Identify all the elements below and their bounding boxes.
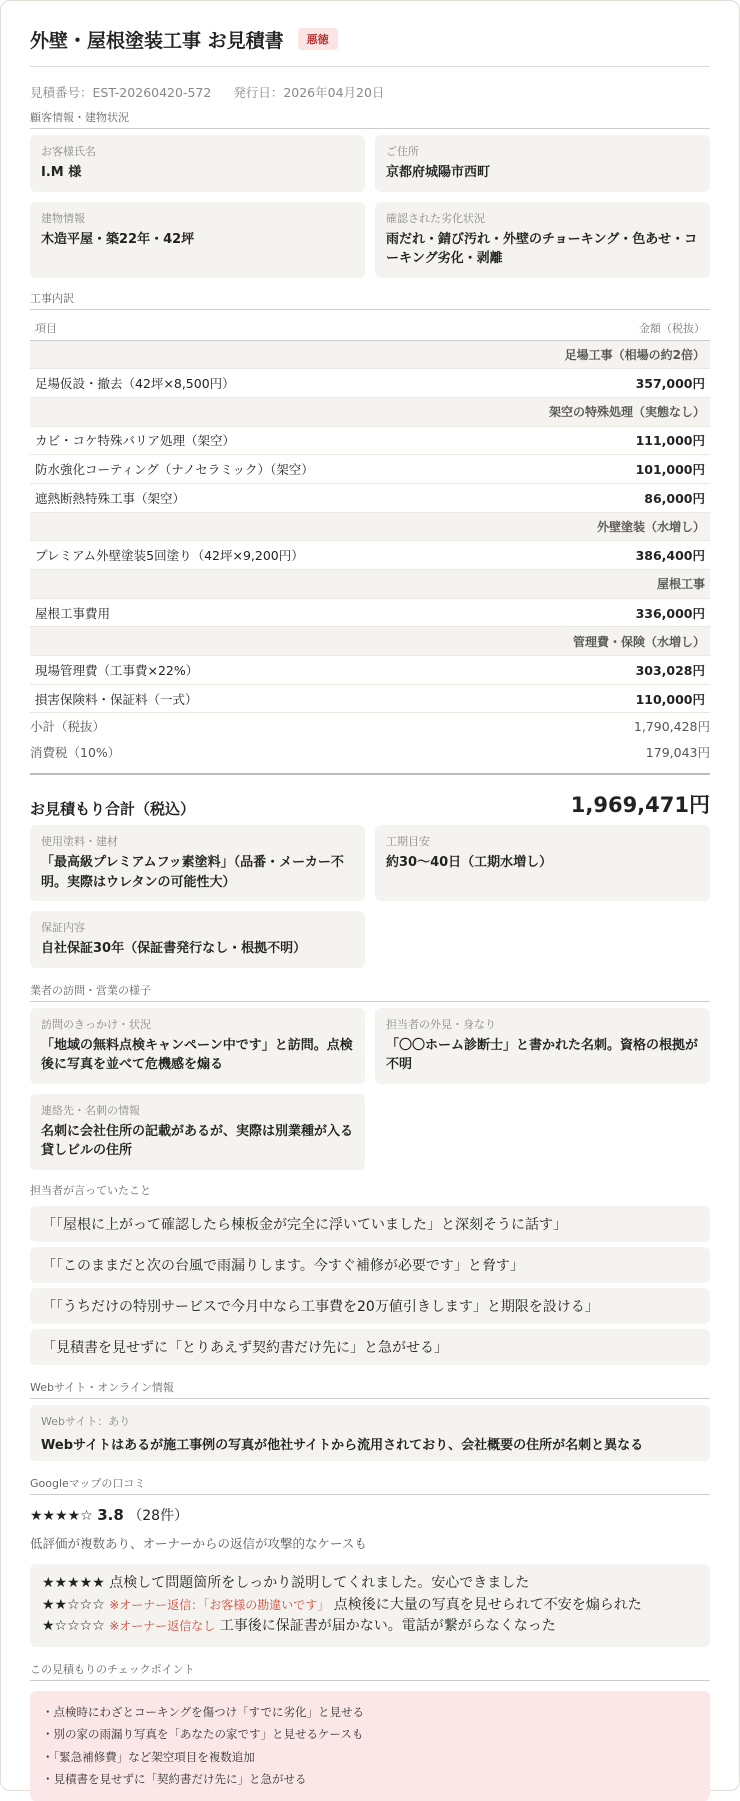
item-amount: 111,000円 [563,426,710,455]
review-stars: ★★★★★ [42,1574,105,1591]
item-label: 損害保険料・保証料（一式） [30,684,563,713]
web-box [30,1405,710,1461]
warranty-box [30,911,365,968]
rating-score: 3.8 [97,1505,124,1524]
section-quotes-label: 担当者が言っていたこと [30,1183,151,1197]
item-amount: 101,000円 [563,455,710,484]
checkpoints-box [30,1691,710,1801]
table-row [30,455,710,484]
table-row [30,483,710,512]
item-label: 遮熱断熱特殊工事（架空） [30,483,563,512]
total-label: お見積もり合計（税込） [30,800,196,819]
visit-contact: 名刺に会社住所の記載があるが、実際は別業種が入る貸しビルの住所 [41,1123,354,1159]
item-label: カビ・コケ特殊バリア処理（架空） [30,426,563,455]
table-row [30,656,710,685]
quotes-list [30,1206,710,1365]
web-info: Webサイトはあるが施工事例の写真が他社サイトから流用されており、会社概要の住所が名刺と異なる [41,1437,644,1453]
paint-info: 「最高級プレミアムフッ素塗料」（品番・メーカー不明。実際はウレタンの可能性大） [41,855,344,890]
tax-label: 消費税（10%） [30,745,121,761]
col-item-header: 項目 [30,316,563,341]
customer-address-label: ご住所 [386,145,419,158]
damage-info: 雨だれ・錆び汚れ・外壁のチョーキング・色あせ・コーキング劣化・剥離 [386,231,698,266]
category-label: 外壁塗装（水増し） [30,512,710,541]
customer-name-box [30,135,365,192]
damage-label: 確認された劣化状況 [386,211,485,225]
google-rating [30,1505,710,1525]
section-web-label: Webサイト・オンライン情報 [30,1379,710,1399]
customer-address: 京都府城陽市西町 [386,165,491,180]
section-checkpoints-label: この見積もりのチェックポイント [30,1661,710,1681]
quote-item: 「見積書を見せずに「とりあえず契約書だけ先に」と急がせる」 [30,1329,710,1365]
building-label: 建物情報 [41,211,85,225]
category-label: 管理費・保険（水増し） [30,627,710,656]
issue-date: 発行日：2026年04月20日 [233,85,385,100]
visit-look-box [375,1008,710,1084]
item-amount: 86,000円 [563,483,710,512]
category-row [30,397,710,426]
estimate-meta [30,83,710,99]
visit-contact-box [30,1094,365,1170]
table-row [30,598,710,627]
building-info: 木造平屋・築22年・42坪 [41,231,195,247]
checkpoint-item: ・点検時にわざとコーキングを傷つけ「すでに劣化」と見せる [42,1705,364,1719]
item-label: 足場仮設・撤去（42坪×8,500円） [30,369,563,398]
category-row [30,512,710,541]
page-title: 外壁・屋根塗装工事 お見積書 [30,29,284,52]
review-item [42,1595,698,1617]
checkpoint-item: ・「緊急補修費」など架空項目を複数追加 [42,1749,255,1764]
quote-item: 「「うちだけの特別サービスで今月中なら工事費を20万値引きします」と期限を設ける」 [30,1288,710,1324]
section-google-label: Googleマップの口コミ [30,1475,710,1495]
period-info: 約30〜40日（工期水増し） [386,855,553,871]
category-label: 屋根工事 [30,570,710,599]
section-visit-label: 業者の訪問・営業の様子 [30,982,710,1002]
rating-stars: ★★★★☆ [30,1507,93,1524]
item-amount: 110,000円 [563,684,710,713]
review-text: 点検後に大量の写真を見せられて不安を煽られた [333,1596,642,1613]
section-breakdown-label: 工事内訳 [30,290,710,310]
table-row [30,369,710,398]
checkpoint-item: ・別の家の雨漏り写真を「あなたの家です」と見せるケースも [42,1727,364,1742]
breakdown-table [30,316,710,714]
period-box [375,825,710,901]
web-label: Webサイト：あり [41,1414,131,1428]
item-label: 屋根工事費用 [30,598,563,627]
customer-address-box [375,135,710,192]
rating-note: 低評価が複数あり、オーナーからの返信が攻撃的なケースも [30,1535,367,1551]
review-stars: ★★☆☆☆ [42,1596,105,1613]
damage-box [375,202,710,278]
status-badge: 悪徳 [298,28,338,50]
tax-value: 179,043円 [645,745,710,761]
category-label: 足場工事（相場の約2倍） [30,340,710,369]
customer-name-label: お客様氏名 [41,145,96,158]
title-row [30,27,710,51]
quote-item: 「「屋根に上がって確認したら棟板金が完全に浮いていました」と深刻そうに話す」 [30,1206,710,1242]
customer-name: I.M 様 [41,165,82,180]
quote-item: 「「このままだと次の台風で雨漏りします。今すぐ補修が必要です」と脅す」 [30,1247,710,1283]
owner-reply: ※オーナー返信：「お客様の勘違いです」 [109,1597,330,1612]
category-label: 架空の特殊処理（実態なし） [30,397,710,426]
warranty-label: 保証内容 [41,921,85,935]
item-label: 現場管理費（工事費×22%） [30,656,563,685]
item-amount: 386,400円 [563,541,710,570]
period-label: 工期目安 [386,835,430,849]
review-text: 点検して問題箇所をしっかり説明してくれました。安心できました [109,1574,530,1591]
subtotal-row [30,713,710,739]
tax-row [30,739,710,765]
title-divider [30,66,710,67]
paint-box [30,825,365,901]
warranty-info: 自社保証30年（保証書発行なし・根拠不明） [41,941,307,957]
visit-look: 「〇〇ホーム診断士」と書かれた名刺。資格の根拠が不明 [386,1037,699,1073]
visit-trigger-label: 訪問のきっかけ・状況 [41,1017,151,1031]
visit-contact-label: 連絡先・名刺の情報 [41,1103,140,1117]
item-label: プレミアム外壁塗装5回塗り（42坪×9,200円） [30,541,563,570]
paint-label: 使用塗料・建材 [41,835,118,849]
total-value: 1,969,471円 [570,793,710,818]
table-row [30,684,710,713]
review-item [42,1616,698,1638]
reviews-box [30,1564,710,1647]
item-label: 防水強化コーティング（ナノセラミック）（架空） [30,455,563,484]
item-amount: 336,000円 [563,598,710,627]
category-row [30,570,710,599]
total-row [30,773,710,819]
customer-grid [30,135,710,278]
category-row [30,340,710,369]
breakdown-header-row [30,316,710,341]
item-amount: 357,000円 [563,369,710,398]
subtotal-value: 1,790,428円 [633,719,710,735]
item-amount: 303,028円 [563,656,710,685]
review-item [42,1573,698,1595]
section-customer-label: 顧客情報・建物状況 [30,109,710,129]
visit-trigger: 「地域の無料点検キャンペーン中です」と訪問。点検後に写真を並べて危機感を煽る [41,1037,353,1073]
visit-look-label: 担当者の外見・身なり [386,1017,496,1031]
table-row [30,426,710,455]
subtotal-label: 小計（税抜） [30,719,106,735]
materials-grid [30,825,710,968]
visit-trigger-box [30,1008,365,1084]
visit-grid [30,1008,710,1170]
estimate-number: 見積番号：EST-20260420-572 [30,85,212,100]
building-box [30,202,365,278]
review-text: 工事後に保証書が届かない。電話が繋がらなくなった [219,1618,556,1635]
owner-reply: ※オーナー返信なし [109,1619,216,1634]
category-row [30,627,710,656]
review-stars: ★☆☆☆☆ [42,1618,105,1635]
checkpoint-item: ・見積書を見せずに「契約書だけ先に」と急がせる [42,1772,307,1787]
table-row [30,541,710,570]
col-amount-header: 金額（税抜） [563,316,710,341]
rating-count: （28件） [128,1507,189,1524]
